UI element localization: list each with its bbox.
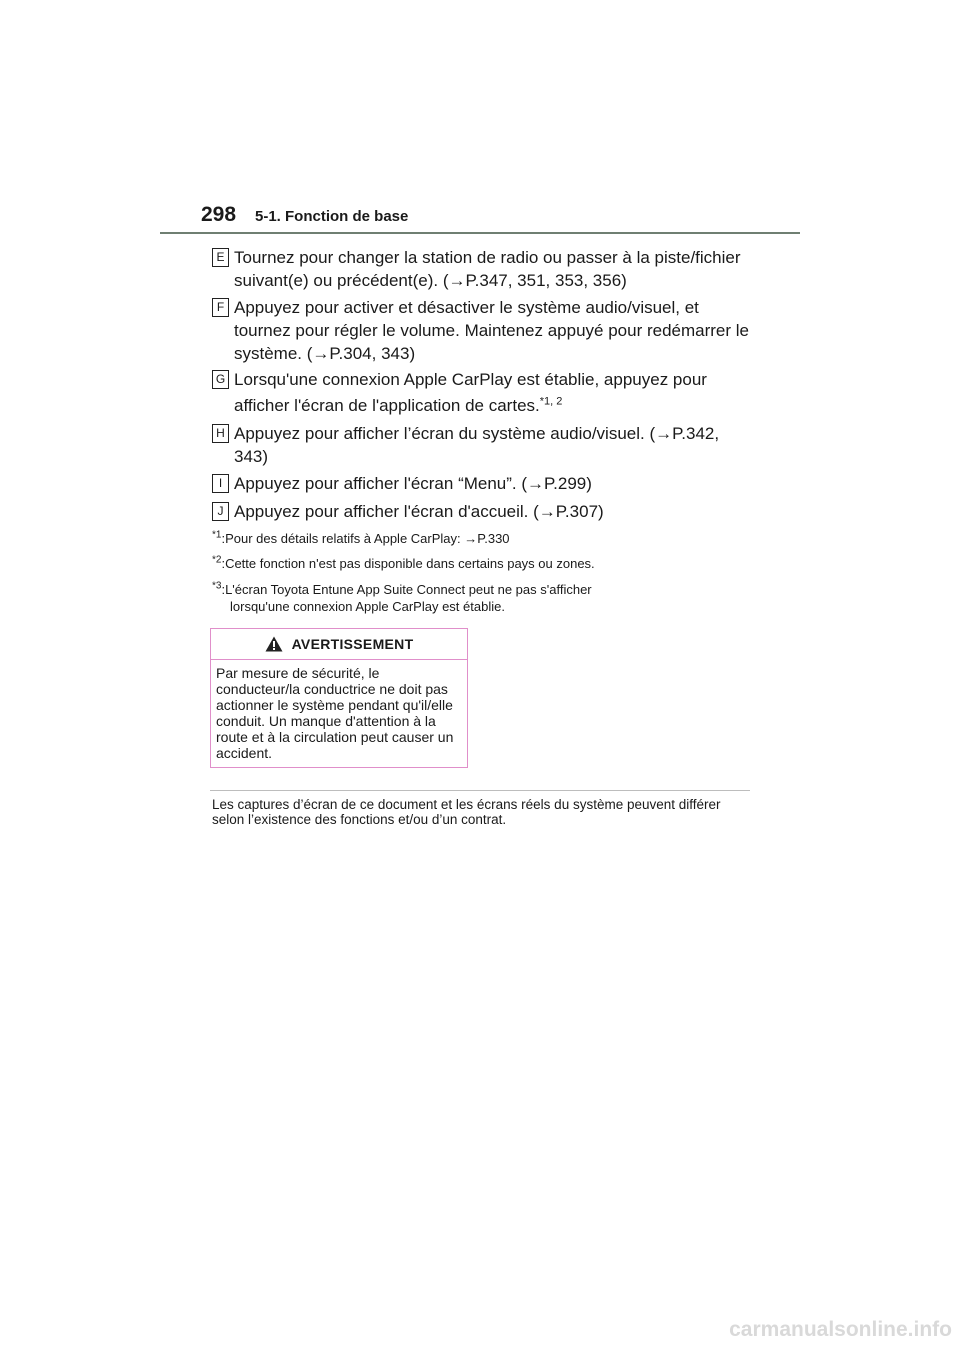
badge-j: J: [212, 502, 229, 521]
disclaimer-note: Les captures d’écran de ce document et les écrans réels du système peuvent différer selon l’existence des fonctions et/ou d’un contrat.: [212, 797, 721, 827]
item-text: [234, 368, 752, 417]
bottom-divider: [210, 790, 750, 791]
header-divider: [160, 232, 800, 234]
footnote-text: :Cette fonction n'est pas disponible dans certains pays ou zones.: [221, 556, 595, 571]
footnote-1: [212, 530, 752, 547]
list-item-i: [212, 472, 752, 495]
page-number: 298: [201, 203, 237, 226]
item-text: Appuyez pour afficher l'écran “Menu”. (→P.299): [234, 474, 592, 493]
item-text-line2: afficher l'écran de l'application de cartes.: [234, 396, 540, 415]
footnote-text-line1: :L'écran Toyota Entune App Suite Connect peut ne pas s'afficher: [221, 582, 592, 597]
item-text: Appuyez pour activer et désactiver le système audio/visuel, et tournez pour régler le volume. Maintenez appuyé pour redémarrer le système. (→P.304, 343): [234, 298, 749, 363]
watermark-text: carmanualsonline.info: [729, 1318, 952, 1341]
badge-i: I: [212, 474, 229, 493]
list-item-h: [212, 422, 752, 468]
section-title: 5-1. Fonction de base: [255, 208, 409, 225]
footnote-marker: *3: [212, 580, 222, 592]
footnote-text-line2: lorsqu'une connexion Apple CarPlay est établie.: [230, 599, 505, 614]
footnote-reference: *1, 2: [539, 395, 563, 408]
list-item-f: [212, 296, 752, 365]
warning-body: Par mesure de sécurité, le conducteur/la conductrice ne doit pas actionner le système pendant qu'il/elle conduit. Un manque d'attention à la route et à la circulation peut causer un accident.: [216, 665, 454, 761]
warning-box: [210, 628, 468, 768]
footnote-marker: *2: [212, 554, 222, 566]
item-text: Tournez pour changer la station de radio ou passer à la piste/fichier suivant(e) ou précédent(e). (→P.347, 351, 353, 356): [234, 248, 741, 290]
footnote-3: [212, 581, 752, 615]
list-item-j: [212, 500, 752, 523]
list-item-e: [212, 246, 752, 292]
badge-h: H: [212, 424, 229, 443]
warning-title: AVERTISSEMENT: [291, 636, 414, 652]
item-text-line1: Lorsqu'une connexion Apple CarPlay est établie, appuyez pour: [234, 370, 707, 389]
footnote-2: [212, 555, 752, 572]
footnote-text: :Pour des détails relatifs à Apple CarPlay: →P.330: [221, 531, 510, 546]
item-text: Appuyez pour afficher l’écran du système audio/visuel. (→P.342, 343): [234, 424, 720, 466]
badge-e: E: [212, 248, 229, 267]
badge-f: F: [212, 298, 229, 317]
warning-triangle-icon: [265, 636, 283, 652]
warning-header: [211, 629, 467, 660]
footnote-marker: *1: [212, 529, 222, 541]
item-text: Appuyez pour afficher l'écran d'accueil. (→P.307): [234, 502, 604, 521]
badge-g: G: [212, 370, 229, 389]
list-item-g: [212, 368, 752, 417]
